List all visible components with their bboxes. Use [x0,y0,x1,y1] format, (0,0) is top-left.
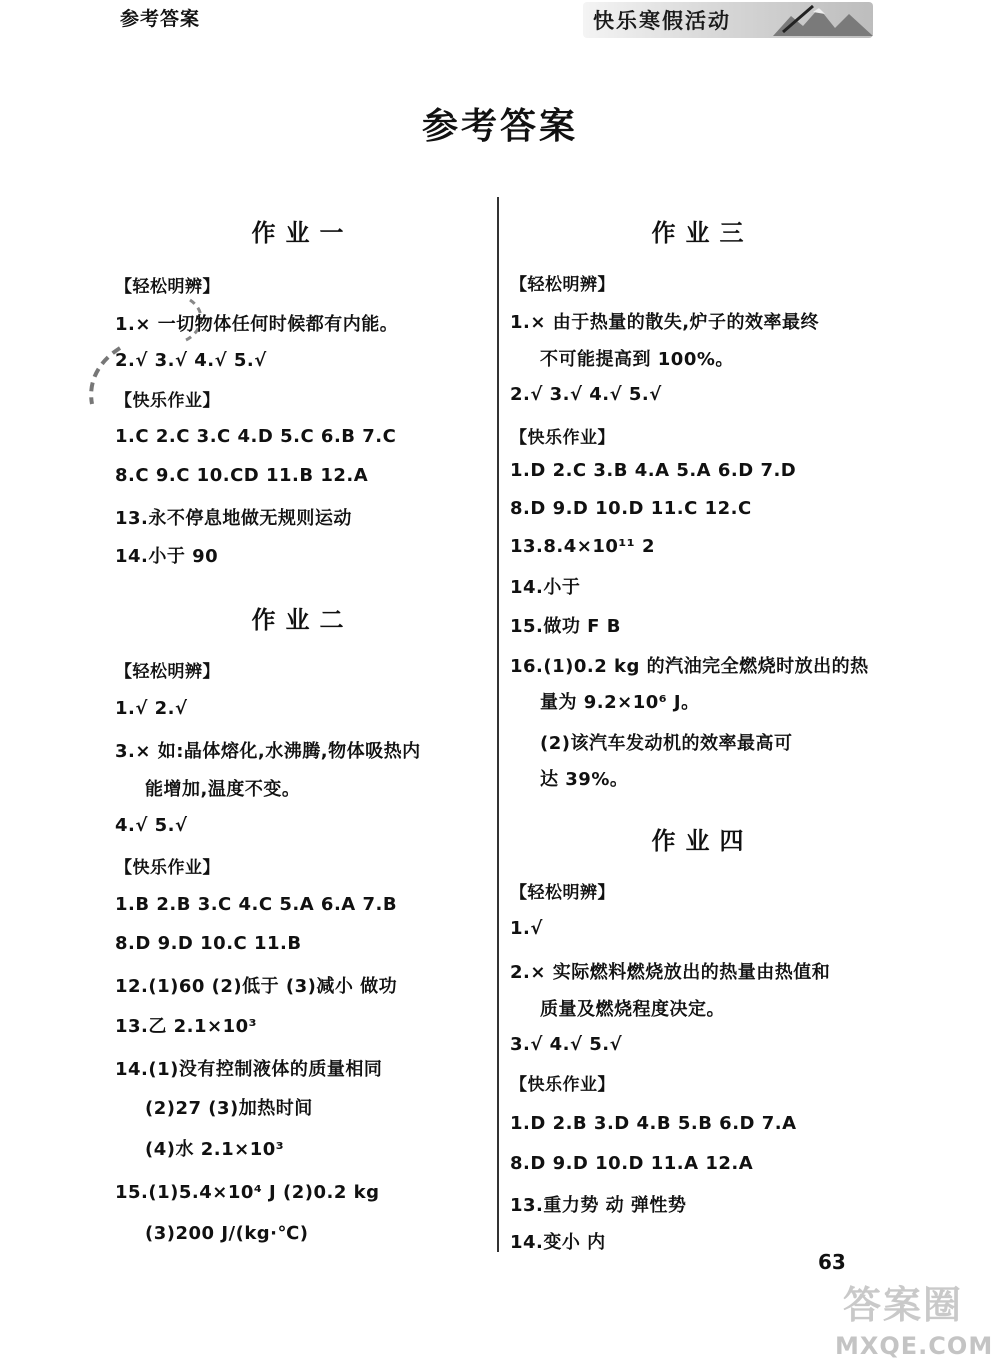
answer-line: 8.D 9.D 10.D 11.A 12.A [510,1153,754,1174]
answer-line: 14.小于 90 [115,546,219,567]
mountain-decoration-icon [773,2,873,38]
answer-line: 15.做功 F B [510,616,621,637]
answer-line: 13.8.4×10¹¹ 2 [510,536,655,557]
answer-line: 15.(1)5.4×10⁴ J (2)0.2 kg [115,1182,380,1203]
label-easy-judge: 【轻松明辨】 [115,277,220,297]
answer-line: 达 39%。 [540,769,629,790]
watermark-logo: 答案圈 [843,1283,964,1327]
answer-line: 14.小于 [510,577,581,598]
answer-line: (4)水 2.1×10³ [145,1139,285,1160]
answer-line: 13.乙 2.1×10³ [115,1016,258,1037]
answer-line: 12.(1)60 (2)低于 (3)减小 做功 [115,976,398,997]
answer-line: 3.× 如:晶体熔化,水沸腾,物体吸热内 [115,741,421,762]
header-title: 参考答案 [120,8,201,30]
page-number: 63 [818,1250,846,1274]
answer-line: 8.D 9.D 10.D 11.C 12.C [510,498,752,519]
answer-line: 量为 9.2×10⁶ J。 [540,692,700,713]
answer-line: 8.D 9.D 10.C 11.B [115,933,302,954]
section-heading-hw4: 作业四 [651,827,754,855]
answer-line: (3)200 J/(kg·℃) [145,1223,309,1244]
banner-title: 快乐寒假活动 [593,9,731,33]
answer-line: 13.重力势 动 弹性势 [510,1195,687,1216]
answer-line: 1.D 2.B 3.D 4.B 5.B 6.D 7.A [510,1113,797,1134]
label-happy-homework: 【快乐作业】 [510,428,615,448]
section-heading-hw1: 作业一 [251,219,354,247]
answer-line: 2.√ 3.√ 4.√ 5.√ [115,350,267,371]
label-happy-homework: 【快乐作业】 [115,858,220,878]
answer-line: 3.√ 4.√ 5.√ [510,1034,623,1055]
label-easy-judge: 【轻松明辨】 [510,275,615,295]
page-title: 参考答案 [421,106,578,147]
answer-line: 1.√ 2.√ [115,698,188,719]
answer-line: (2)27 (3)加热时间 [145,1098,313,1119]
answer-line: 1.B 2.B 3.C 4.C 5.A 6.A 7.B [115,894,398,915]
label-happy-homework: 【快乐作业】 [115,391,220,411]
label-easy-judge: 【轻松明辨】 [115,662,220,682]
section-heading-hw3: 作业三 [651,219,754,247]
answer-line: 14.(1)没有控制液体的质量相同 [115,1059,383,1080]
answer-line: 1.D 2.C 3.B 4.A 5.A 6.D 7.D [510,460,797,481]
answer-line: 1.C 2.C 3.C 4.D 5.C 6.B 7.C [115,426,397,447]
answer-line: 2.√ 3.√ 4.√ 5.√ [510,384,662,405]
section-heading-hw2: 作业二 [251,606,354,634]
answer-line: 13.永不停息地做无规则运动 [115,508,352,529]
answer-line: 4.√ 5.√ [115,815,188,836]
header-banner [583,2,873,38]
answer-line: 能增加,温度不变。 [145,779,301,800]
watermark [835,1270,995,1365]
answer-line: 8.C 9.C 10.CD 11.B 12.A [115,465,369,486]
answer-line: 1.× 由于热量的散失,炉子的效率最终 [510,312,820,333]
answer-line: (2)该汽车发动机的效率最高可 [540,733,793,754]
column-divider [497,197,499,1252]
answer-line: 16.(1)0.2 kg 的汽油完全燃烧时放出的热 [510,656,869,677]
answer-line: 1.√ [510,918,543,939]
label-happy-homework: 【快乐作业】 [510,1075,615,1095]
answer-line: 14.变小 内 [510,1232,606,1253]
answer-line: 2.× 实际燃料燃烧放出的热量由热值和 [510,962,831,983]
answer-line: 质量及燃烧程度决定。 [540,999,725,1020]
watermark-url: MXQE.COM [835,1332,994,1360]
answer-line: 不可能提高到 100%。 [540,349,734,370]
label-easy-judge: 【轻松明辨】 [510,883,615,903]
answer-line: 1.× 一切物体任何时候都有内能。 [115,314,399,335]
